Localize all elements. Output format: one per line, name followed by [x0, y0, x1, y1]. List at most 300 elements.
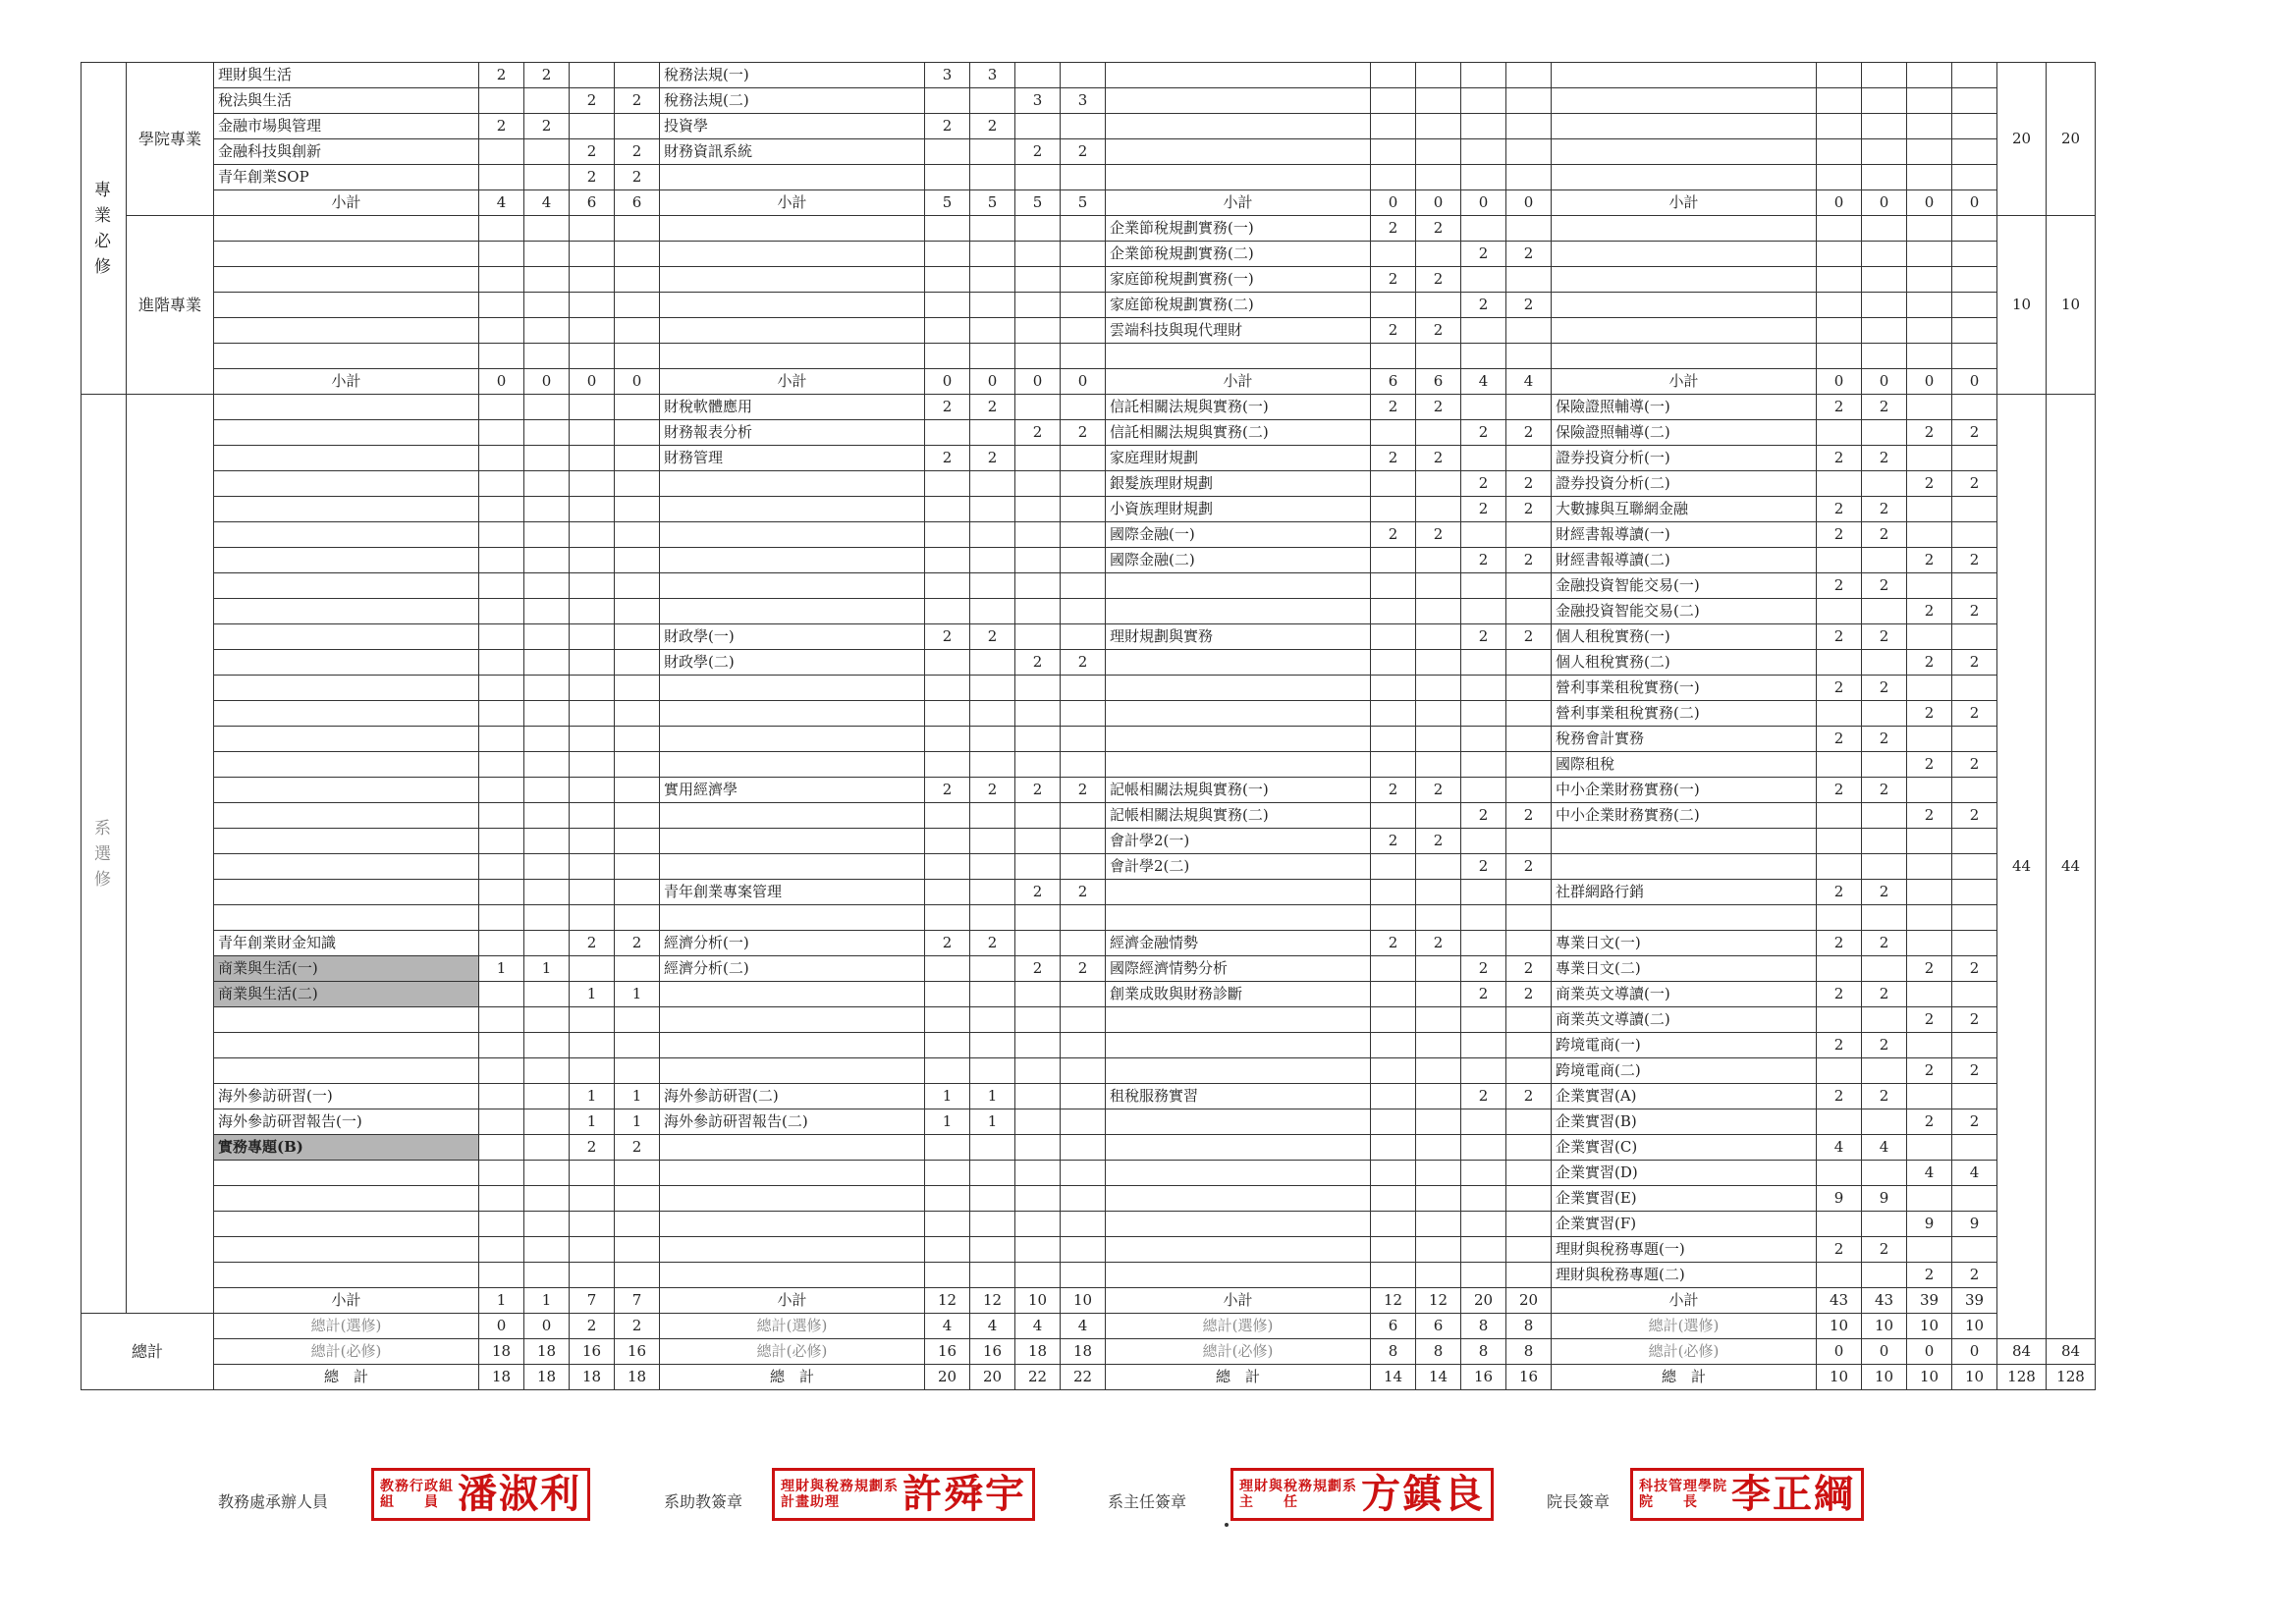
course-name: 財經書報導讀(二) [1552, 548, 1817, 573]
credit-value: 2 [1416, 931, 1461, 956]
credit-value: 2 [1907, 956, 1952, 982]
credit-value: 9 [1862, 1186, 1907, 1212]
credit-value: 16 [970, 1339, 1015, 1365]
summary-label: 小計 [660, 369, 925, 395]
course-name: 金融投資智能交易(一) [1552, 573, 1817, 599]
credit-value [925, 139, 970, 165]
credit-value [1416, 242, 1461, 267]
table-row [82, 522, 2096, 548]
credit-value [1506, 1007, 1552, 1033]
credit-value [615, 318, 660, 344]
credit-value [1907, 624, 1952, 650]
credit-value [1416, 1212, 1461, 1237]
credit-value [570, 752, 615, 778]
course-name [214, 573, 479, 599]
credit-value [1907, 905, 1952, 931]
credit-value [1061, 216, 1106, 242]
course-name [1106, 63, 1371, 88]
credit-value [1061, 1212, 1106, 1237]
summary-label: 總計(必修) [1552, 1339, 1817, 1365]
credit-value [570, 267, 615, 293]
credit-value: 1 [970, 1109, 1015, 1135]
credit-value [1061, 1084, 1106, 1109]
credit-value [1817, 471, 1862, 497]
credit-value [1862, 471, 1907, 497]
credit-value [1952, 1237, 1997, 1263]
handler-seal-name: 潘淑利 [458, 1471, 581, 1517]
credit-value [1015, 267, 1061, 293]
course-name [1106, 650, 1371, 676]
credit-value [570, 701, 615, 727]
table-row [82, 1109, 2096, 1135]
credit-value: 2 [1416, 778, 1461, 803]
credit-value [1015, 114, 1061, 139]
table-row [82, 1007, 2096, 1033]
credit-value [1061, 1007, 1106, 1033]
course-name [214, 1007, 479, 1033]
credit-value [615, 624, 660, 650]
credit-value [1506, 1033, 1552, 1058]
credit-value: 2 [1907, 471, 1952, 497]
credit-value [1416, 880, 1461, 905]
table-row [82, 267, 2096, 293]
course-name [660, 1033, 925, 1058]
course-name: 營利事業租稅實務(一) [1552, 676, 1817, 701]
credit-value [1015, 318, 1061, 344]
credit-value [1061, 1237, 1106, 1263]
credit-value [479, 420, 524, 446]
credit-value [1416, 1135, 1461, 1161]
course-name [1552, 854, 1817, 880]
credit-value [479, 1237, 524, 1263]
course-name [660, 1263, 925, 1288]
credit-value: 18 [1061, 1339, 1106, 1365]
credit-value [615, 114, 660, 139]
credit-value: 2 [1907, 1109, 1952, 1135]
credit-value [1371, 599, 1416, 624]
credit-value [1817, 344, 1862, 369]
credit-value: 2 [1461, 624, 1506, 650]
credit-value [524, 1161, 570, 1186]
credit-value [1371, 1007, 1416, 1033]
table-row [82, 599, 2096, 624]
credit-value [1015, 242, 1061, 267]
credit-value [524, 1186, 570, 1212]
credit-value: 2 [1506, 982, 1552, 1007]
table-row [82, 1237, 2096, 1263]
credit-value [1506, 1109, 1552, 1135]
credit-value: 2 [1952, 650, 1997, 676]
credit-value [1061, 471, 1106, 497]
credit-value: 2 [570, 165, 615, 190]
credit-value [570, 1058, 615, 1084]
table-row [82, 114, 2096, 139]
course-name [1552, 165, 1817, 190]
credit-value: 2 [1952, 701, 1997, 727]
course-name: 國際經濟情勢分析 [1106, 956, 1371, 982]
summary-label: 總計(必修) [660, 1339, 925, 1365]
credit-value: 18 [615, 1365, 660, 1390]
credit-value [1817, 650, 1862, 676]
credit-value: 2 [1506, 854, 1552, 880]
credit-value [1907, 522, 1952, 548]
credit-value: 0 [479, 1314, 524, 1339]
credit-value: 2 [1371, 216, 1416, 242]
credit-value: 4 [1907, 1161, 1952, 1186]
credit-value: 2 [1862, 395, 1907, 420]
credit-value: 1 [479, 1288, 524, 1314]
credit-value: 1 [524, 1288, 570, 1314]
course-name: 青年創業專案管理 [660, 880, 925, 905]
course-name: 家庭節稅規劃實務(二) [1106, 293, 1371, 318]
credit-value [970, 216, 1015, 242]
credit-value: 0 [479, 369, 524, 395]
credit-value [1952, 829, 1997, 854]
credit-value: 2 [615, 165, 660, 190]
credit-value [1416, 548, 1461, 573]
course-name: 財務資訊系統 [660, 139, 925, 165]
course-name [1106, 905, 1371, 931]
course-name [214, 1033, 479, 1058]
credit-value: 2 [1461, 293, 1506, 318]
credit-value [524, 854, 570, 880]
credit-value: 39 [1952, 1288, 1997, 1314]
credit-value: 2 [1461, 956, 1506, 982]
credit-value [524, 165, 570, 190]
credit-value [524, 624, 570, 650]
credit-value [1015, 293, 1061, 318]
credit-value [615, 446, 660, 471]
table-row [82, 1058, 2096, 1084]
credit-value: 10 [1862, 1365, 1907, 1390]
credit-value [1862, 829, 1907, 854]
credit-value: 7 [615, 1288, 660, 1314]
credit-value [970, 344, 1015, 369]
credit-value [1461, 63, 1506, 88]
credit-value [524, 471, 570, 497]
credit-value: 8 [1371, 1339, 1416, 1365]
credit-value: 2 [970, 931, 1015, 956]
credit-value: 4 [479, 190, 524, 216]
credit-value [479, 803, 524, 829]
credit-value: 0 [1952, 190, 1997, 216]
summary-label: 總計(選修) [1106, 1314, 1371, 1339]
credit-value [1862, 63, 1907, 88]
credit-value [1862, 752, 1907, 778]
credit-value [1952, 293, 1997, 318]
credit-value [615, 395, 660, 420]
course-name [1106, 1186, 1371, 1212]
credit-value [570, 1237, 615, 1263]
credit-value: 2 [1061, 956, 1106, 982]
credit-value: 2 [1907, 1007, 1952, 1033]
credit-value [479, 395, 524, 420]
credit-value [1952, 114, 1997, 139]
credit-value [1817, 1007, 1862, 1033]
credit-value [1506, 829, 1552, 854]
credit-value [479, 1084, 524, 1109]
credit-value [1907, 446, 1952, 471]
course-name [1106, 1161, 1371, 1186]
credit-value [1461, 267, 1506, 293]
credit-value [925, 548, 970, 573]
credit-value [970, 1263, 1015, 1288]
credit-value: 2 [1506, 956, 1552, 982]
credit-value: 2 [1817, 1084, 1862, 1109]
table-row [82, 446, 2096, 471]
credit-value: 2 [570, 931, 615, 956]
credit-value [570, 395, 615, 420]
credit-value [524, 420, 570, 446]
course-name [660, 829, 925, 854]
credit-value [479, 267, 524, 293]
course-name: 專業日文(二) [1552, 956, 1817, 982]
course-name [1106, 1109, 1371, 1135]
table-row [82, 931, 2096, 956]
credit-value: 0 [1817, 1339, 1862, 1365]
credit-value: 12 [925, 1288, 970, 1314]
credit-value [1371, 1237, 1416, 1263]
credit-value [1952, 982, 1997, 1007]
credit-value: 0 [1061, 369, 1106, 395]
summary-label: 小計 [1106, 1288, 1371, 1314]
section-department-elective: 系選修 [82, 395, 127, 1314]
course-name: 雲端科技與現代理財 [1106, 318, 1371, 344]
credit-value [570, 803, 615, 829]
credit-value [1952, 165, 1997, 190]
table-row [82, 854, 2096, 880]
credit-value [1015, 727, 1061, 752]
credit-value [615, 471, 660, 497]
credit-value [925, 803, 970, 829]
credit-value [925, 1263, 970, 1288]
credit-value [1907, 63, 1952, 88]
credit-value: 18 [479, 1339, 524, 1365]
dean-seal-unit: 科技管理學院 [1639, 1479, 1727, 1494]
credit-value: 2 [1506, 548, 1552, 573]
credit-value [1461, 1109, 1506, 1135]
credit-value [615, 1263, 660, 1288]
credit-value: 2 [1506, 293, 1552, 318]
credit-value: 2 [1907, 650, 1952, 676]
credit-value [1461, 1161, 1506, 1186]
course-name [660, 752, 925, 778]
credit-value: 2 [615, 1314, 660, 1339]
credit-value: 0 [524, 1314, 570, 1339]
course-name [660, 854, 925, 880]
credit-value: 18 [524, 1339, 570, 1365]
credit-value: 10 [1952, 1314, 1997, 1339]
credit-value: 2 [970, 446, 1015, 471]
credit-value [1461, 778, 1506, 803]
credit-value [1061, 446, 1106, 471]
course-name: 財經書報導讀(一) [1552, 522, 1817, 548]
credit-value: 2 [1862, 573, 1907, 599]
credit-value: 39 [1907, 1288, 1952, 1314]
course-name [1106, 114, 1371, 139]
course-name [214, 676, 479, 701]
credit-value: 2 [1862, 1237, 1907, 1263]
credit-value [1907, 1033, 1952, 1058]
credit-value: 2 [1061, 420, 1106, 446]
credit-value: 3 [970, 63, 1015, 88]
credit-value [1862, 1109, 1907, 1135]
credit-value [970, 650, 1015, 676]
credit-value: 16 [1506, 1365, 1552, 1390]
credit-value [570, 624, 615, 650]
credit-value: 2 [1907, 752, 1952, 778]
credit-value [615, 599, 660, 624]
credit-value [1015, 1084, 1061, 1109]
credit-value: 0 [1817, 369, 1862, 395]
credit-value: 22 [1061, 1365, 1106, 1390]
credit-value [1461, 522, 1506, 548]
credit-value: 1 [615, 1084, 660, 1109]
table-row [82, 165, 2096, 190]
credit-value: 0 [925, 369, 970, 395]
credit-value: 0 [1416, 190, 1461, 216]
credit-value: 2 [570, 139, 615, 165]
course-name [1106, 676, 1371, 701]
credit-value [970, 165, 1015, 190]
credit-value [1416, 752, 1461, 778]
table-row [82, 1339, 2096, 1365]
credit-value [1506, 344, 1552, 369]
credit-value: 2 [970, 395, 1015, 420]
credit-value [1061, 1109, 1106, 1135]
credit-value [479, 446, 524, 471]
credit-value: 14 [1371, 1365, 1416, 1390]
dept-office-label: 系助教簽章 [664, 1492, 743, 1511]
credit-value [1371, 114, 1416, 139]
credit-value [479, 1058, 524, 1084]
course-name: 信託相關法規與實務(一) [1106, 395, 1371, 420]
credit-value [1907, 854, 1952, 880]
summary-label: 總計(選修) [214, 1314, 479, 1339]
credit-value [1952, 446, 1997, 471]
credit-value [1416, 88, 1461, 114]
group-core: 學院專業 [127, 63, 214, 216]
credit-value [615, 1033, 660, 1058]
course-name: 家庭理財規劃 [1106, 446, 1371, 471]
table-row [82, 701, 2096, 727]
credit-value [970, 242, 1015, 267]
credit-value: 4 [1952, 1161, 1997, 1186]
credit-value: 2 [1371, 522, 1416, 548]
handler-label: 教務處承辦人員 [218, 1492, 329, 1511]
course-name: 保險證照輔導(二) [1552, 420, 1817, 446]
credit-value: 2 [925, 624, 970, 650]
credit-value: 18 [479, 1365, 524, 1390]
credit-value: 2 [1061, 650, 1106, 676]
table-row [82, 880, 2096, 905]
chair-label: 系主任簽章 [1108, 1492, 1187, 1511]
credit-value [479, 1109, 524, 1135]
credit-value [1862, 1263, 1907, 1288]
credit-value: 2 [1506, 624, 1552, 650]
credit-value [524, 599, 570, 624]
credit-value [524, 216, 570, 242]
credit-value [1416, 676, 1461, 701]
credit-value [1416, 854, 1461, 880]
course-name [214, 880, 479, 905]
credit-value [524, 1212, 570, 1237]
credit-value [1817, 242, 1862, 267]
course-name: 中小企業財務實務(二) [1552, 803, 1817, 829]
credit-value [1371, 676, 1416, 701]
credit-value [1506, 701, 1552, 727]
credit-value [1461, 599, 1506, 624]
credit-value: 2 [1371, 778, 1416, 803]
credit-value [524, 982, 570, 1007]
credit-value [615, 1237, 660, 1263]
course-name [214, 216, 479, 242]
course-name [214, 803, 479, 829]
credit-value [925, 420, 970, 446]
credit-value [925, 497, 970, 522]
chair-seal [1230, 1468, 1494, 1521]
credit-value [1907, 216, 1952, 242]
credit-value [615, 650, 660, 676]
credit-value [1416, 803, 1461, 829]
credit-value [524, 931, 570, 956]
credit-value [1506, 1058, 1552, 1084]
course-name [214, 1186, 479, 1212]
credit-value [1416, 344, 1461, 369]
credit-value [1506, 267, 1552, 293]
credit-value: 2 [925, 114, 970, 139]
course-name [660, 573, 925, 599]
credit-value [1371, 293, 1416, 318]
credit-value [925, 727, 970, 752]
credit-value [570, 497, 615, 522]
table-row [82, 369, 2096, 395]
credit-value [1461, 318, 1506, 344]
credit-value: 0 [570, 369, 615, 395]
credit-value: 2 [570, 1135, 615, 1161]
credit-value [970, 701, 1015, 727]
credit-value [1061, 1263, 1106, 1288]
credit-value [970, 293, 1015, 318]
credit-value: 2 [479, 114, 524, 139]
course-name [214, 1263, 479, 1288]
credit-value [615, 63, 660, 88]
curriculum-table [81, 62, 2096, 1390]
credit-value [1862, 1212, 1907, 1237]
course-name [214, 420, 479, 446]
credit-value [1461, 727, 1506, 752]
course-name [660, 267, 925, 293]
course-name [1106, 139, 1371, 165]
credit-value: 0 [970, 369, 1015, 395]
credit-value [1061, 1135, 1106, 1161]
credit-value [570, 446, 615, 471]
credit-value [1862, 165, 1907, 190]
credit-value: 2 [1952, 599, 1997, 624]
credit-value [1461, 650, 1506, 676]
credit-value [1817, 1161, 1862, 1186]
credit-value [479, 165, 524, 190]
credit-value: 2 [1952, 1109, 1997, 1135]
credit-value [479, 778, 524, 803]
table-row [82, 752, 2096, 778]
table-row [82, 471, 2096, 497]
credit-value: 2 [1817, 624, 1862, 650]
credit-value [925, 676, 970, 701]
credit-value [1506, 1186, 1552, 1212]
credit-value [1061, 395, 1106, 420]
course-name [660, 471, 925, 497]
